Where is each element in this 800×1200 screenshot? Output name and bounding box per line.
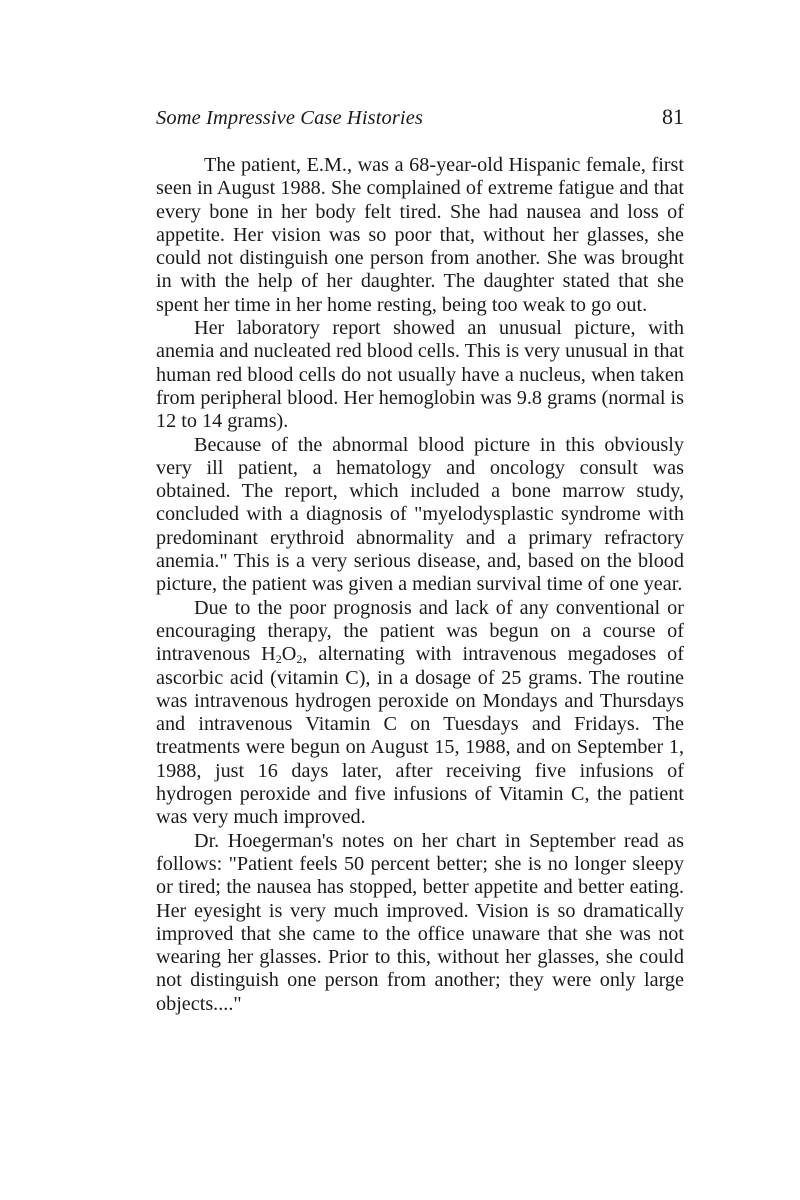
body-text [156, 154, 684, 1016]
h2o2-subscript-1: 2 [275, 652, 282, 667]
paragraph-chart-notes: Dr. Hoegerman's notes on her chart in September read as follows: "Patient feels 50 percent better; she is no longer sleepy or tired; the nausea has stopped, better appetite and better eating. Her eyesight is very much improved. Vision is so dramatically improved that she came to the office unaware that she was not wearing her glasses. Prior to this, without her glasses, she could not distinguish one person from another; they were only large objects...." [156, 829, 684, 1015]
running-title: Some Impressive Case Histories [156, 107, 423, 129]
book-page [156, 104, 684, 1016]
running-head [156, 104, 684, 138]
treatment-text-before: Due to the poor prognosis and lack of any conventional or encouraging therapy, the patient was begun on a course of intravenous H [156, 596, 684, 666]
page-number: 81 [662, 104, 684, 129]
paragraph-lab-report: Her laboratory report showed an unusual picture, with anemia and nucleated red blood cells. This is very unusual in that human red blood cells do not usually have a nucleus, when taken from peripheral blood. Her hemoglobin was 9.8 grams (normal is 12 to 14 grams). [156, 317, 684, 433]
paragraph-treatment [156, 597, 684, 830]
h2o2-subscript-2: 2 [296, 652, 303, 667]
treatment-text-after: , alternating with intravenous megadoses of ascorbic acid (vitamin C), in a dosage of 25 grams. The routine was intravenous hydrogen peroxide on Mondays and Thursdays and intravenous Vitamin C on Tuesdays and Fridays. The treatments were begun on August 15, 1988, and on September 1, 1988, just 16 days later, after receiving five infusions of hydrogen peroxide and five infusions of Vitamin C, the patient was very much improved. [156, 643, 684, 829]
paragraph-diagnosis: Because of the abnormal blood picture in this obviously very ill patient, a hematology and oncology consult was obtained. The report, which included a bone marrow study, concluded with a diagnosis of "myelodysplastic syndrome with predominant erythroid abnormality and a primary refractory anemia." This is a very serious disease, and, based on the blood picture, the patient was given a median survival time of one year. [156, 433, 684, 596]
treatment-text-oxygen: O [281, 643, 297, 666]
paragraph-patient-intro: The patient, E.M., was a 68-year-old Hispanic female, first seen in August 1988. She complained of extreme fatigue and that every bone in her body felt tired. She had nausea and loss of appetite. Her vision was so poor that, without her glasses, she could not distinguish one person from another. She was brought in with the help of her daughter. The daughter stated that she spent her time in her home resting, being too weak to go out. [156, 154, 684, 316]
